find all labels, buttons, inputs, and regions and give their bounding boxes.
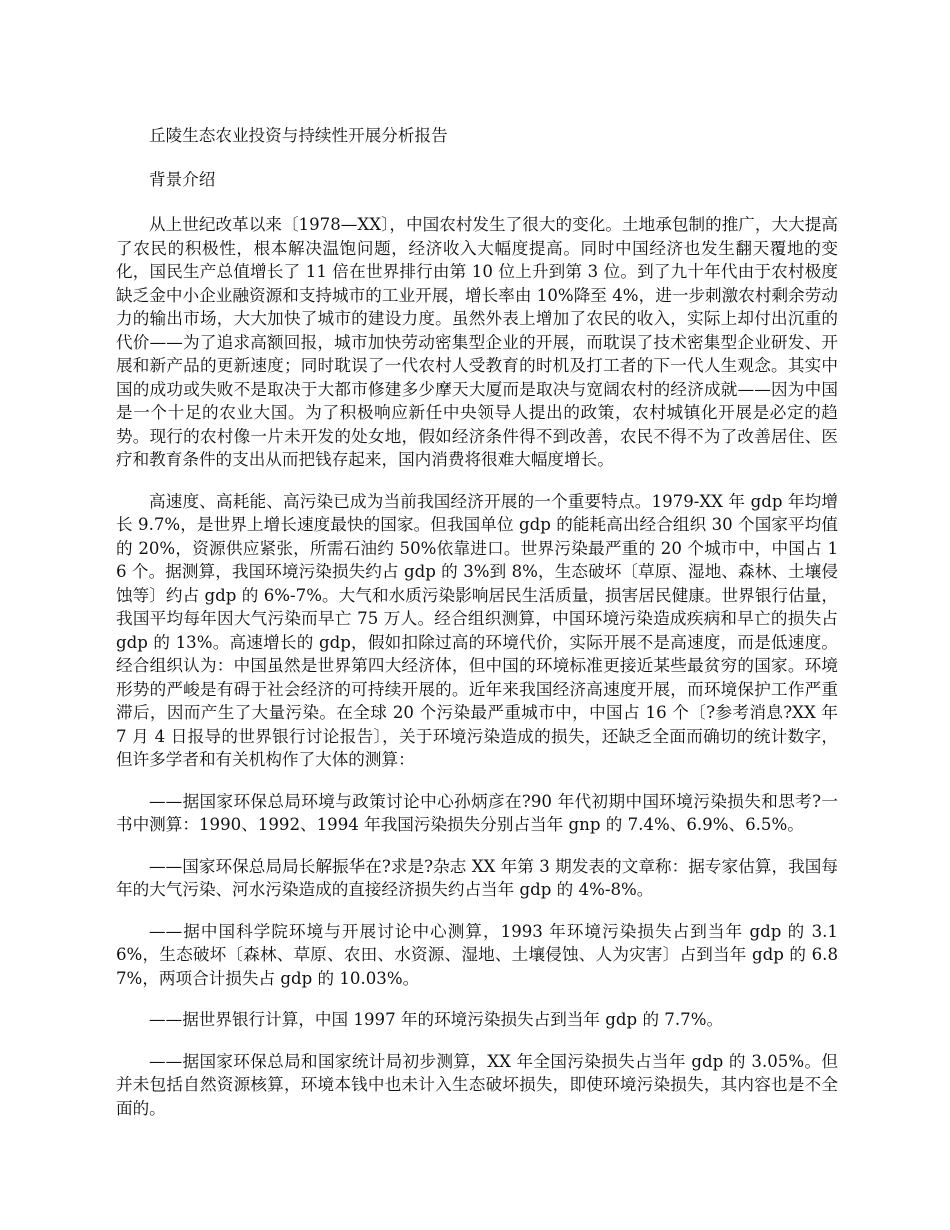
paragraph: 高速度、高耗能、高污染已成为当前我国经济开展的一个重要特点。1979-XX 年 gdp 年均增长 9.7%，是世界上增长速度最快的国家。但我国单位 gdp 的能耗高出经合组织 30 个国家平均值的 20%，资源供应紧张，所需石油约 50%依靠进口。世界污染最严重的 20 个城市中，中国占 16 个。据测算，我国环境污染损失约占 gdp 的 3%到 8%，生态破坏〔草原、湿地、森林、土壤侵蚀等〕约占 gdp 的 6%-7%。大气和水质污染影响居民生活质量，损害居民健康。世界银行估量，我国平均每年因大气污染而早亡 75 万人。经合组织测算，中国环境污染造成疾病和早亡的损失占 gdp 的 13%。高速增长的 gdp，假如扣除过高的环境代价，实际开展不是高速度，而是低速度。经合组织认为：中国虽然是世界第四大经济体，但中国的环境标准更接近某些最贫穷的国家。环境形势的严峻是有碍于社会经济的可持续开展的。近年来我国经济高速度开展，而环境保护工作严重滞后，因而产生了大量污染。在全球 20 个污染最严重城市中，中国占 16 个〔?参考消息?XX 年 7 月 4 日报导的世界银行讨论报告〕，关于环境污染造成的损失，还缺乏全面而确切的统计数字，但许多学者和有关机构作了大体的测算： xyxy=(116,491,838,769)
paragraph: ——据世界银行计算，中国 1997 年的环境污染损失占到当年 gdp 的 7.7%。 xyxy=(149,1010,724,1029)
paragraph: ——国家环保总局局长解振华在?求是?杂志 XX 年第 3 期发表的文章称：据专家估算，我国每年的大气污染、河水污染造成的直接经济损失约占当年 gdp 的 4%-8%。 xyxy=(116,856,838,899)
paragraph: ——据国家环保总局和国家统计局初步测算，XX 年全国污染损失占当年 gdp 的 3.05%。但并未包括自然资源核算，环境本钱中也未计入生态破坏损失，即使环境污染损失，其内容也是不全面的。 xyxy=(116,1051,838,1118)
paragraph: 从上世纪改革以来〔1978—XX〕，中国农村发生了很大的变化。土地承包制的推广，大大提高了农民的积极性，根本解决温饱问题，经济收入大幅度提高。同时中国经济也发生翻天覆地的变化，国民生产总值增长了 11 倍在世界排行由第 10 位上升到第 3 位。到了九十年代由于农村极度缺乏金中小企业融资源和支持城市的工业开展，增长率由 10%降至 4%，进一步刺激农村剩余劳动力的输出市场，大大加快了城市的建设力度。虽然外表上增加了农民的收入，实际上却付出沉重的代价——为了追求高额回报，城市加快劳动密集型企业的开展，而耽误了技术密集型企业研发、开展和新产品的更新速度；同时耽误了一代农村人受教育的时机及打工者的下一代人生观念。其实中国的成功或失败不是取决于大都市修建多少摩天大厦而是取决与宽阔农村的经济成就——因为中国 是一个十足的农业大国。为了积极响应新任中央领导人提出的政策，农村城镇化开展是必定的趋势。现行的农村像一片未开发的处女地，假如经济条件得不到改善，农民不得不为了改善居住、医疗和教育条件的支出从而把钱存起来，国内消费将很难大幅度增长。 xyxy=(116,215,838,469)
section-heading: 背景介绍 xyxy=(149,169,216,189)
paragraph: ——据中国科学院环境与开展讨论中心测算，1993 年环境污染损失占到当年 gdp 的 3.16%，生态破坏〔森林、草原、农田、水资源、湿地、土壤侵蚀、人为灾害〕占到当年 gdp 的 6.87%，两项合计损失占 gdp 的 10.03%。 xyxy=(116,921,838,988)
document-page xyxy=(116,124,838,1120)
paragraph: ——据国家环保总局环境与政策讨论中心孙炳彦在?90 年代初期中国环境污染损失和思考?一书中测算：1990、1992、1994 年我国污染损失分别占当年 gnp 的 7.4%、6.9%、6.5%。 xyxy=(116,791,838,834)
document-title: 丘陵生态农业投资与持续性开展分析报告 xyxy=(149,126,448,145)
